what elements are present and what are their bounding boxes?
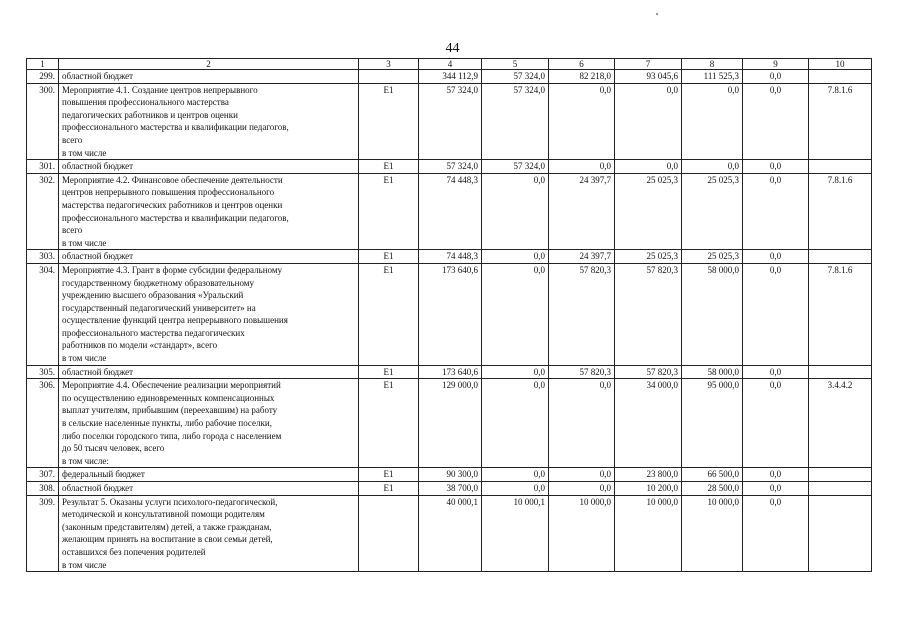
- value-total: 74 448,3: [419, 250, 482, 264]
- value-col7: 10 000,0: [615, 495, 682, 572]
- value-col6: 0,0: [549, 160, 615, 174]
- value-col9: 0,0: [743, 468, 809, 482]
- value-total: 90 300,0: [419, 468, 482, 482]
- value-col9: 0,0: [743, 83, 809, 160]
- header-row: [27, 59, 872, 70]
- value-col6: 82 218,0: [549, 70, 615, 84]
- row-code: Е1: [359, 263, 419, 365]
- target-indicator-code: 3.4.4.2: [809, 379, 872, 468]
- row-number: 300.: [27, 83, 59, 160]
- value-col8: 25 025,3: [682, 173, 743, 250]
- value-col5: 0,0: [482, 468, 549, 482]
- target-indicator-code: 7.8.1.6: [809, 83, 872, 160]
- row-code: Е1: [359, 173, 419, 250]
- row-code: Е1: [359, 379, 419, 468]
- target-indicator-code: 7.8.1.6: [809, 173, 872, 250]
- value-total: 40 000,1: [419, 495, 482, 572]
- column-header: 3: [359, 59, 419, 70]
- row-code: Е1: [359, 468, 419, 482]
- row-description: Мероприятие 4.3. Грант в форме субсидии федеральному государственному бюджетному образовательному учреждению высшего образования «Уральский государственный педагогический университет» на осуществление функций центра непрерывного повышения профессионального мастерства педагогических работников по модели «стандарт», всего в том числе: [59, 263, 359, 365]
- value-col8: 95 000,0: [682, 379, 743, 468]
- column-header: 8: [682, 59, 743, 70]
- target-indicator-code: [809, 160, 872, 174]
- target-indicator-code: 7.8.1.6: [809, 263, 872, 365]
- page-number: 44: [445, 41, 460, 56]
- value-col9: 0,0: [743, 482, 809, 496]
- value-col9: 0,0: [743, 70, 809, 84]
- row-code: Е1: [359, 482, 419, 496]
- row-code: Е1: [359, 365, 419, 379]
- value-col6: 10 000,0: [549, 495, 615, 572]
- row-code: Е1: [359, 160, 419, 174]
- target-indicator-code: [809, 365, 872, 379]
- row-code: [359, 495, 419, 572]
- table-row: [27, 83, 872, 160]
- row-description: областной бюджет: [59, 70, 359, 84]
- value-col5: 10 000,1: [482, 495, 549, 572]
- table-row: [27, 365, 872, 379]
- table-row: [27, 70, 872, 84]
- value-col6: 57 820,3: [549, 365, 615, 379]
- table-row: [27, 263, 872, 365]
- budget-table: [26, 58, 872, 572]
- column-header: 2: [59, 59, 359, 70]
- value-col9: 0,0: [743, 263, 809, 365]
- value-col9: 0,0: [743, 250, 809, 264]
- column-header: 9: [743, 59, 809, 70]
- table-row: [27, 495, 872, 572]
- row-number: 303.: [27, 250, 59, 264]
- value-col8: 0,0: [682, 160, 743, 174]
- value-col7: 0,0: [615, 160, 682, 174]
- row-number: 301.: [27, 160, 59, 174]
- value-col5: 0,0: [482, 173, 549, 250]
- value-col8: 10 000,0: [682, 495, 743, 572]
- value-total: 57 324,0: [419, 160, 482, 174]
- value-col9: 0,0: [743, 160, 809, 174]
- row-description: Мероприятие 4.1. Создание центров непрерывного повышения профессионального мастерства педагогических работников и центров оценки профессионального мастерства и квалификации педагогов, всего в том числе: [59, 83, 359, 160]
- value-total: 129 000,0: [419, 379, 482, 468]
- table-row: [27, 482, 872, 496]
- value-total: 344 112,9: [419, 70, 482, 84]
- table-row: [27, 379, 872, 468]
- column-header: 4: [419, 59, 482, 70]
- value-col6: 0,0: [549, 379, 615, 468]
- column-header: 1: [27, 59, 59, 70]
- value-col9: 0,0: [743, 173, 809, 250]
- value-col8: 0,0: [682, 83, 743, 160]
- target-indicator-code: [809, 495, 872, 572]
- value-col5: 0,0: [482, 250, 549, 264]
- column-header: 7: [615, 59, 682, 70]
- target-indicator-code: [809, 482, 872, 496]
- table-row: [27, 468, 872, 482]
- value-col6: 0,0: [549, 468, 615, 482]
- value-col5: 0,0: [482, 482, 549, 496]
- table-row: [27, 250, 872, 264]
- row-description: областной бюджет: [59, 482, 359, 496]
- value-col7: 0,0: [615, 83, 682, 160]
- value-col7: 57 820,3: [615, 365, 682, 379]
- value-total: 173 640,6: [419, 263, 482, 365]
- value-col8: 111 525,3: [682, 70, 743, 84]
- value-col7: 57 820,3: [615, 263, 682, 365]
- row-code: Е1: [359, 250, 419, 264]
- row-description: Мероприятие 4.4. Обеспечение реализации мероприятий по осуществлению единовременных компенсационных выплат учителям, прибывшим (переехавшим) на работу в сельские населенные пункты, либо рабочие поселки, либо поселки городского типа, либо города с населением до 50 тысяч человек, всего в том числе:: [59, 379, 359, 468]
- value-col6: 24 397,7: [549, 250, 615, 264]
- value-col6: 0,0: [549, 482, 615, 496]
- row-description: Мероприятие 4.2. Финансовое обеспечение деятельности центров непрерывного повышения профессионального мастерства педагогических работников и центров оценки профессионального мастерства и квалификации педагогов, всего в том числе: [59, 173, 359, 250]
- value-col5: 0,0: [482, 263, 549, 365]
- row-description: федеральный бюджет: [59, 468, 359, 482]
- value-col9: 0,0: [743, 495, 809, 572]
- value-col6: 0,0: [549, 83, 615, 160]
- value-col7: 23 800,0: [615, 468, 682, 482]
- value-total: 38 700,0: [419, 482, 482, 496]
- table-row: [27, 173, 872, 250]
- value-total: 173 640,6: [419, 365, 482, 379]
- row-number: 299.: [27, 70, 59, 84]
- row-description: Результат 5. Оказаны услуги психолого-педагогической, методической и консультативной помощи родителям (законным представителям) детей, а также гражданам, желающим принять на воспитание в свои семьи детей, оставшихся без попечения родителей в том числе: [59, 495, 359, 572]
- value-col7: 34 000,0: [615, 379, 682, 468]
- value-col7: 93 045,6: [615, 70, 682, 84]
- target-indicator-code: [809, 70, 872, 84]
- value-col9: 0,0: [743, 365, 809, 379]
- column-header: 5: [482, 59, 549, 70]
- value-col6: 24 397,7: [549, 173, 615, 250]
- row-number: 309.: [27, 495, 59, 572]
- scan-speck: [656, 13, 658, 15]
- value-col7: 25 025,3: [615, 250, 682, 264]
- row-description: областной бюджет: [59, 365, 359, 379]
- value-col5: 57 324,0: [482, 83, 549, 160]
- value-col8: 58 000,0: [682, 263, 743, 365]
- value-total: 57 324,0: [419, 83, 482, 160]
- row-number: 302.: [27, 173, 59, 250]
- row-code: [359, 70, 419, 84]
- table-row: [27, 160, 872, 174]
- row-description: областной бюджет: [59, 160, 359, 174]
- value-total: 74 448,3: [419, 173, 482, 250]
- value-col5: 57 324,0: [482, 160, 549, 174]
- row-number: 308.: [27, 482, 59, 496]
- row-number: 304.: [27, 263, 59, 365]
- value-col8: 66 500,0: [682, 468, 743, 482]
- row-code: Е1: [359, 83, 419, 160]
- row-number: 306.: [27, 379, 59, 468]
- column-header: 10: [809, 59, 872, 70]
- value-col7: 10 200,0: [615, 482, 682, 496]
- value-col8: 25 025,3: [682, 250, 743, 264]
- value-col7: 25 025,3: [615, 173, 682, 250]
- row-number: 305.: [27, 365, 59, 379]
- column-header: 6: [549, 59, 615, 70]
- value-col5: 0,0: [482, 379, 549, 468]
- value-col9: 0,0: [743, 379, 809, 468]
- target-indicator-code: [809, 250, 872, 264]
- value-col8: 28 500,0: [682, 482, 743, 496]
- row-description: областной бюджет: [59, 250, 359, 264]
- row-number: 307.: [27, 468, 59, 482]
- value-col5: 0,0: [482, 365, 549, 379]
- value-col8: 58 000,0: [682, 365, 743, 379]
- value-col6: 57 820,3: [549, 263, 615, 365]
- target-indicator-code: [809, 468, 872, 482]
- value-col5: 57 324,0: [482, 70, 549, 84]
